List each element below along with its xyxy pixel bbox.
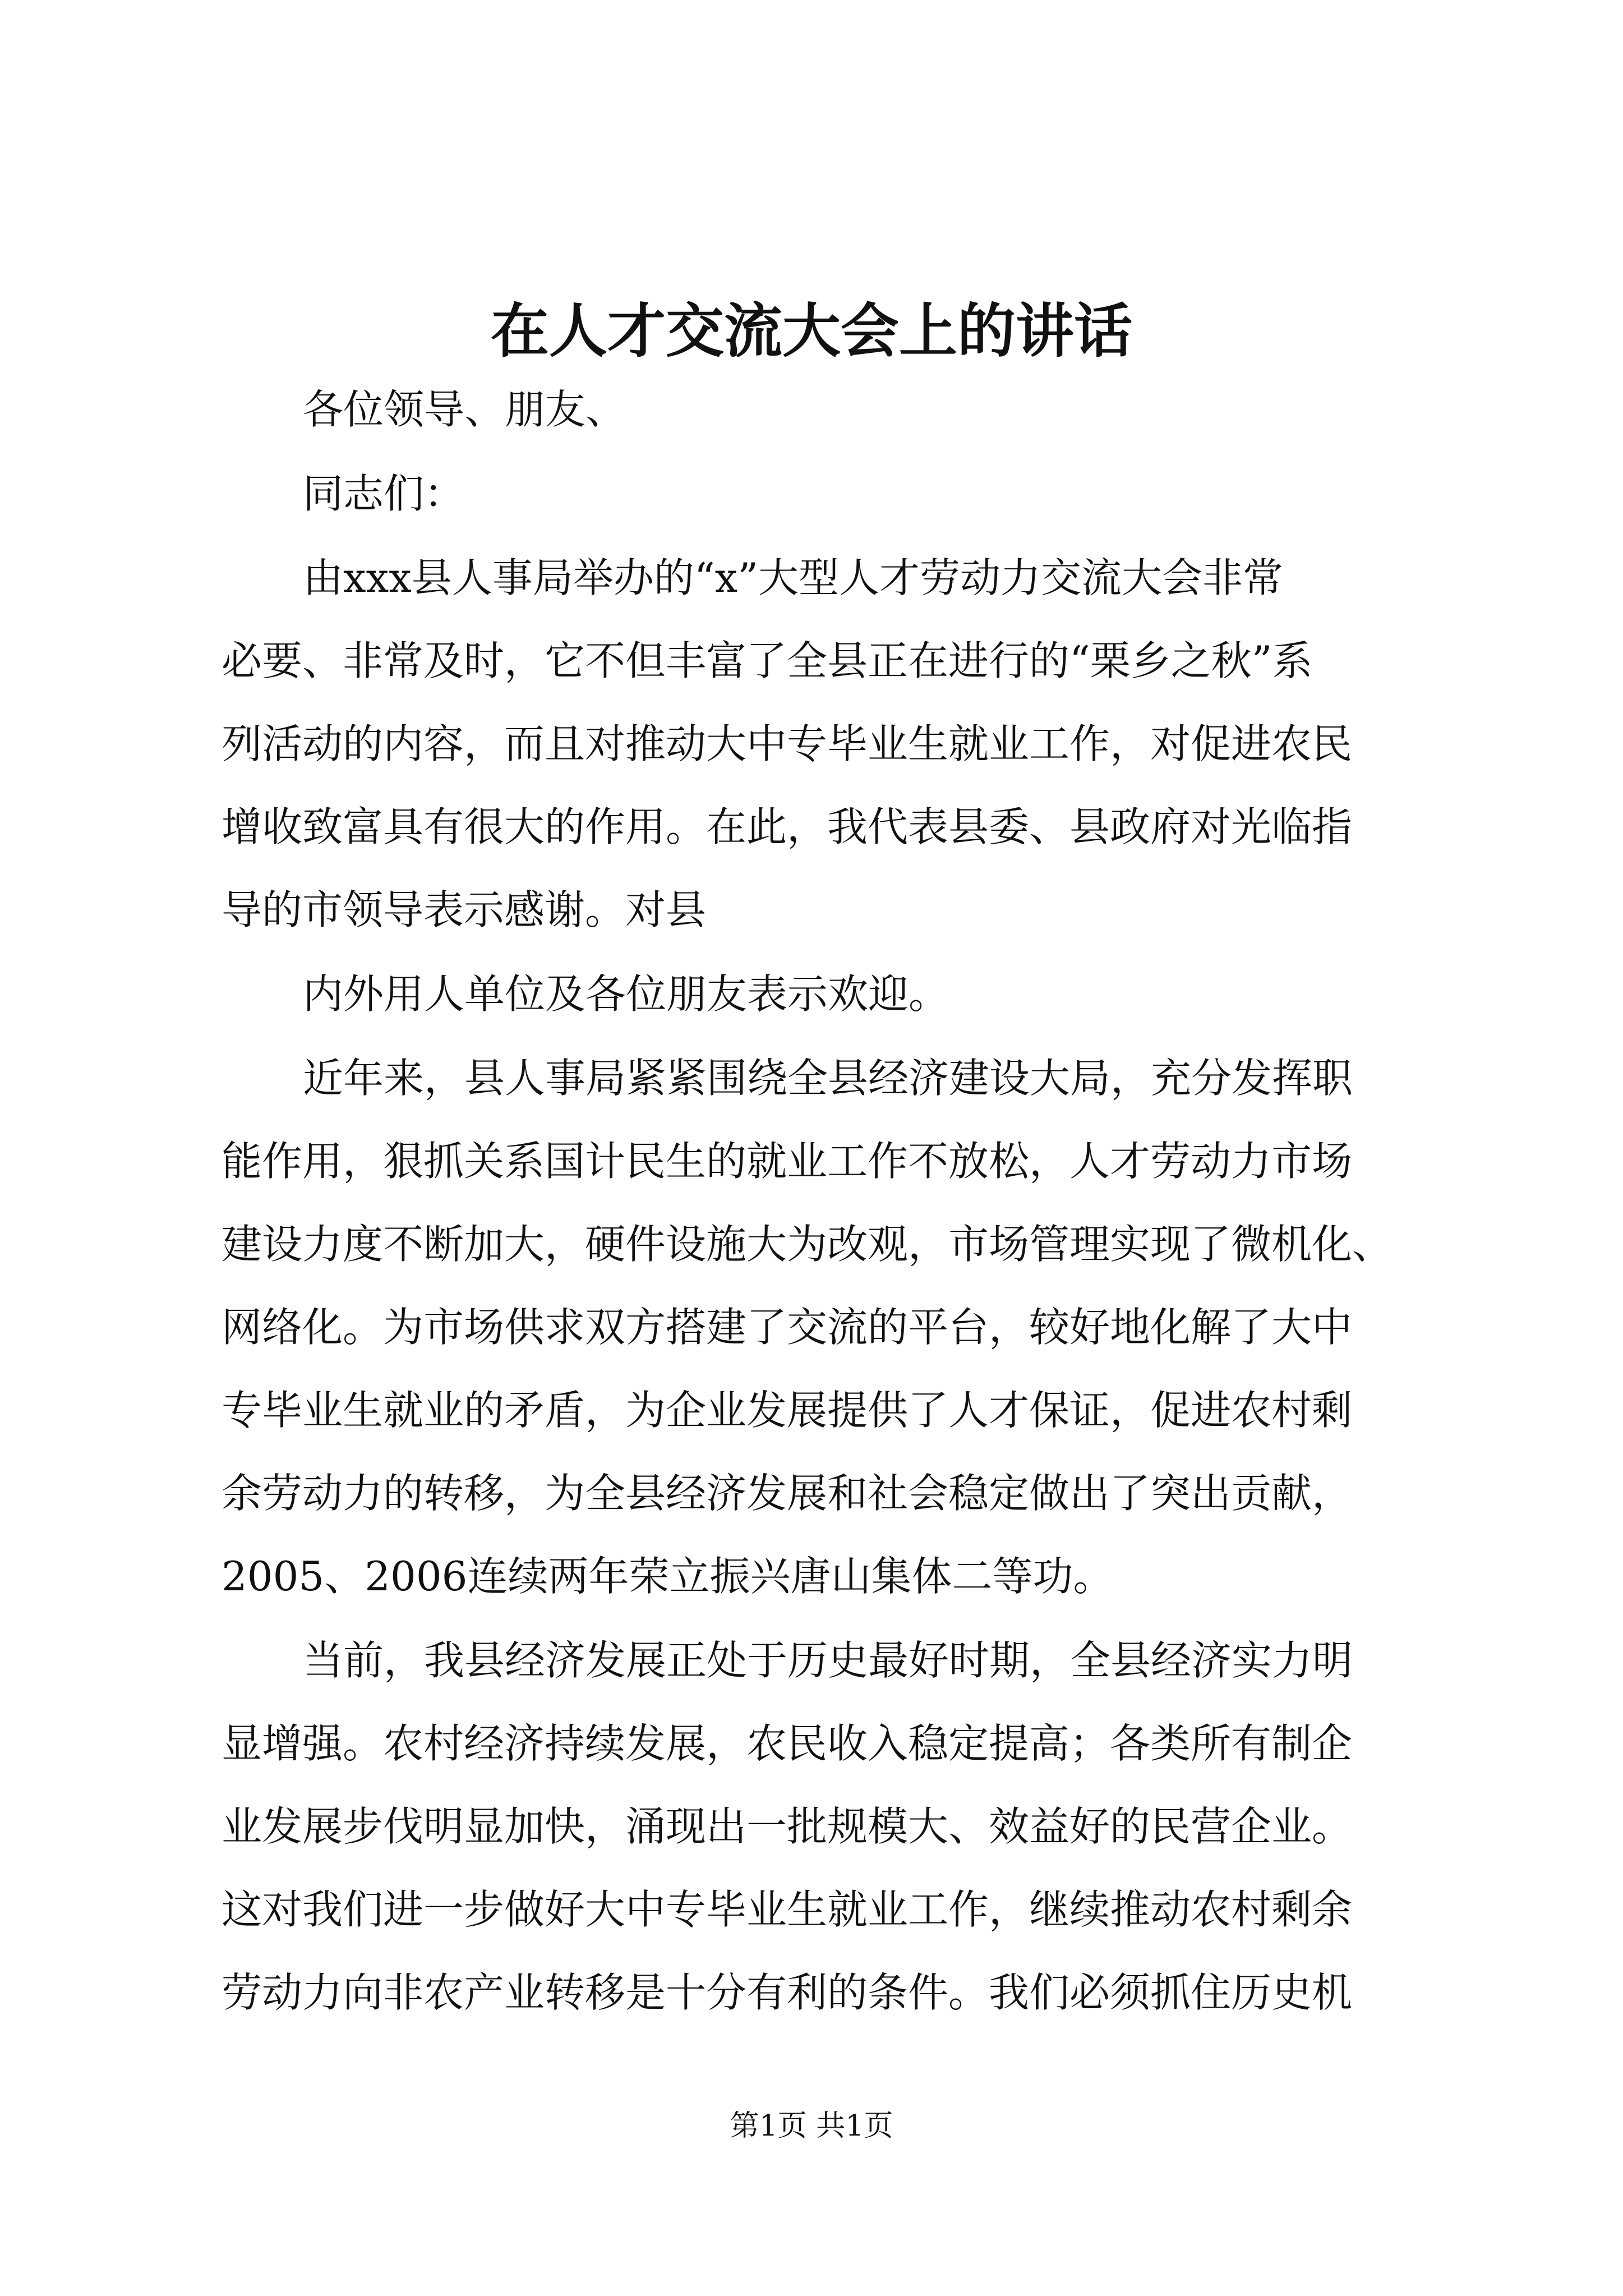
text-line: 余劳动力的转移，为全县经济发展和社会稳定做出了突出贡献， <box>222 1470 1353 1517</box>
text-line: 近年来，县人事局紧紧围绕全县经济建设大局，充分发挥职 <box>303 1055 1353 1102</box>
text-line: 增收致富具有很大的作用。在此，我代表县委、县政府对光临指 <box>222 803 1353 850</box>
text-line: 网络化。为市场供求双方搭建了交流的平台，较好地化解了大中 <box>222 1304 1353 1351</box>
text-line: 由xxx县人事局举办的“x”大型人才劳动力交流大会非常 <box>303 554 1284 601</box>
text-line: 建设力度不断加大，硬件设施大为改观，市场管理实现了微机化、 <box>222 1221 1393 1268</box>
text-line: 导的市领导表示感谢。对县 <box>222 886 707 933</box>
text-line: 2005、2006连续两年荣立振兴唐山集体二等功。 <box>222 1553 1114 1600</box>
text-line: 列活动的内容，而且对推动大中专毕业生就业工作，对促进农民 <box>222 720 1353 767</box>
text-line: 业发展步伐明显加快，涌现出一批规模大、效益好的民营企业。 <box>222 1803 1353 1850</box>
text-line: 这对我们进一步做好大中专毕业生就业工作，继续推动农村剩余 <box>222 1886 1353 1933</box>
text-line: 能作用，狠抓关系国计民生的就业工作不放松，人才劳动力市场 <box>222 1138 1353 1185</box>
text-line: 同志们： <box>303 470 465 517</box>
text-line: 内外用人单位及各位朋友表示欢迎。 <box>303 970 949 1018</box>
text-line: 专毕业生就业的矛盾，为企业发展提供了人才保证，促进农村剩 <box>222 1387 1353 1434</box>
document-title: 在人才交流大会上的讲话 <box>490 296 1132 365</box>
text-line: 各位领导、朋友、 <box>303 386 626 433</box>
text-line: 必要、非常及时，它不但丰富了全县正在进行的“栗乡之秋”系 <box>222 637 1313 684</box>
page-footer: 第1页 共1页 <box>730 2109 893 2143</box>
text-line: 劳动力向非农产业转移是十分有利的条件。我们必须抓住历史机 <box>222 1969 1353 2016</box>
text-line: 显增强。农村经济持续发展，农民收入稳定提高；各类所有制企 <box>222 1720 1353 1767</box>
text-line: 当前，我县经济发展正处于历史最好时期，全县经济实力明 <box>303 1637 1353 1684</box>
